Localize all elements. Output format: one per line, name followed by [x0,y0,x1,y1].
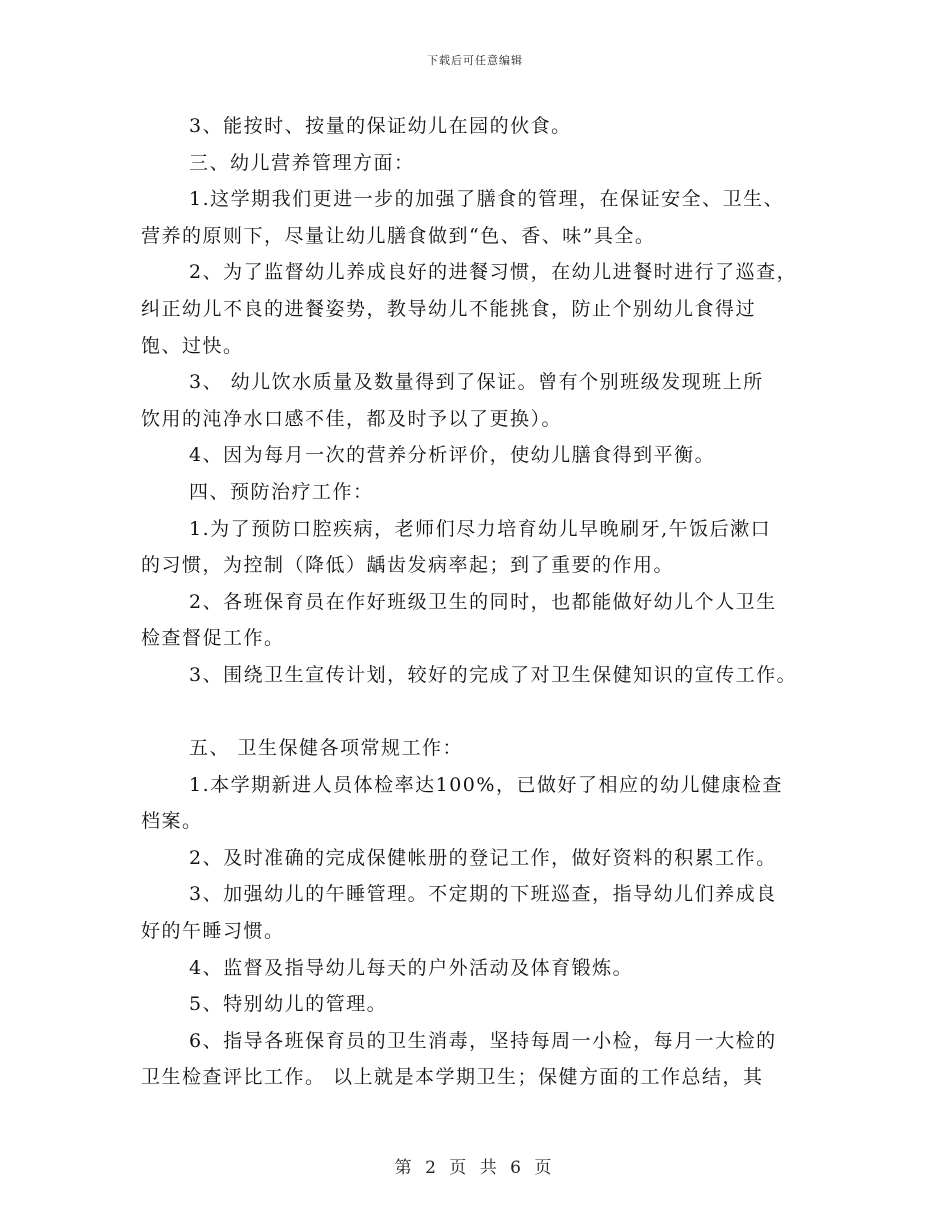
paragraph-line: 3、加强幼儿的午睡管理。不定期的下班巡查，指导幼儿们养成良 [189,883,777,906]
paragraph-line: 2、为了监督幼儿养成良好的进餐习惯，在幼儿进餐时进行了巡查， [189,261,798,284]
paragraph-line: 的习惯，为控制（降低）龋齿发病率起；到了重要的作用。 [141,554,675,577]
paragraph-line: 饱、过快。 [141,334,244,357]
paragraph-line: 3、 幼儿饮水质量及数量得到了保证。曾有个别班级发现班上所 [189,371,764,394]
document-body [141,108,831,1096]
paragraph-line: 1.本学期新进人员体检率达100%，已做好了相应的幼儿健康检查 [189,773,783,796]
page-footer: 第 2 页 共 6 页 [394,1158,556,1178]
paragraph-line: 3、能按时、按量的保证幼儿在园的伙食。 [189,115,572,137]
section-heading: 三、幼儿营养管理方面： [189,151,415,174]
section-heading: 四、预防治疗工作： [189,480,374,503]
paragraph-line: 饮用的沌净水口感不佳，都及时予以了更换）。 [141,407,563,430]
paragraph-line: 4、监督及指导幼儿每天的户外活动及体育锻炼。 [189,956,634,979]
paragraph-line: 2、各班保育员在作好班级卫生的同时，也都能做好幼儿个人卫生 [189,590,777,613]
paragraph-line: 好的午睡习惯。 [141,920,285,943]
paragraph-line: 3、围绕卫生宣传计划，较好的完成了对卫生保健知识的宣传工作。 [189,663,798,686]
paragraph-line: 卫生检查评比工作。 以上就是本学期卫生；保健方面的工作总结，其 [141,1066,764,1089]
paragraph-line: 1.这学期我们更进一步的加强了膳食的管理，在保证安全、卫生、 [189,188,785,211]
paragraph-line: 档案。 [141,810,203,833]
paragraph-line: 检查督促工作。 [141,627,285,650]
paragraph-line: 营养的原则下，尽量让幼儿膳食做到“色、香、味”具全。 [141,224,656,247]
paragraph-line: 4、因为每月一次的营养分析评价，使幼儿膳食得到平衡。 [189,444,716,467]
paragraph-line: 5、特别幼儿的管理。 [189,993,388,1016]
paragraph-line: 1.为了预防口腔疾病，老师们尽力培育幼儿早晚刷牙,午饭后漱口 [189,517,772,540]
paragraph-line: 2、及时准确的完成保健帐册的登记工作，做好资料的积累工作。 [189,846,777,869]
blank-line [141,694,831,731]
page-header: 下载后可任意编辑 [427,54,523,67]
section-heading: 五、 卫生保健各项常规工作： [189,737,464,760]
paragraph-line: 6、指导各班保育员的卫生消毒，坚持每周一小检，每月一大检的 [189,1029,777,1052]
paragraph-line: 纠正幼儿不良的进餐姿势，教导幼儿不能挑食，防止个别幼儿食得过 [141,297,757,320]
